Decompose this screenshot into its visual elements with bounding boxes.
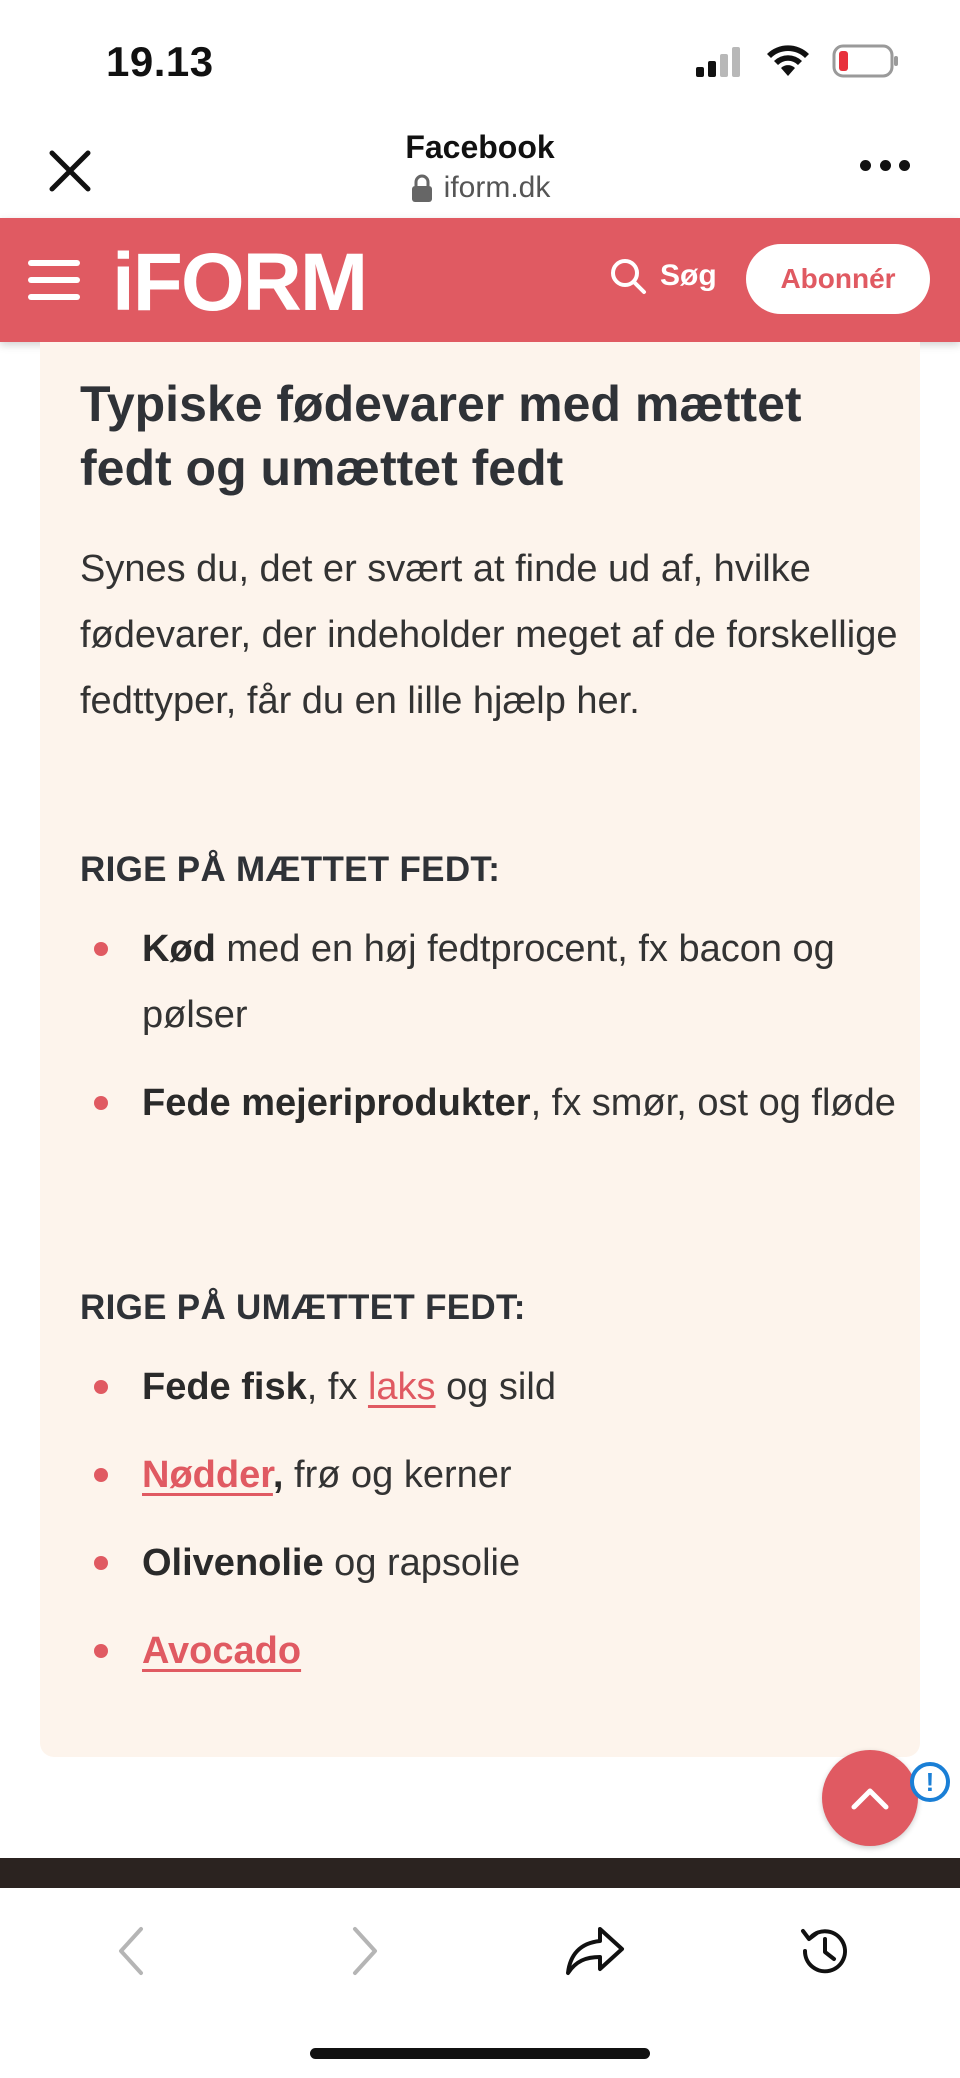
signal-icon <box>694 45 744 77</box>
subscribe-button[interactable]: Abonnér <box>746 244 930 314</box>
back-button[interactable] <box>96 1916 166 1986</box>
item-text: , fx smør, ost og fløde <box>530 1082 896 1124</box>
scroll-to-top-button[interactable] <box>822 1750 918 1846</box>
status-time: 19.13 <box>106 38 214 85</box>
browser-header <box>0 115 960 218</box>
link-nodder[interactable]: Nødder <box>142 1454 273 1496</box>
unsaturated-heading: RIGE PÅ UMÆTTET FEDT: <box>80 1288 526 1327</box>
unsaturated-list <box>80 1354 900 1684</box>
item-text: og rapsolie <box>323 1542 521 1584</box>
site-logo[interactable]: iFORM <box>112 237 367 328</box>
search-label: Søg <box>660 259 717 292</box>
fact-box-intro: Synes du, det er svært at finde ud af, hvilke fødevarer, der indeholder meget af de forskellige fedttyper, får du en lille hjælp her. <box>80 548 898 722</box>
browser-url <box>0 171 960 205</box>
list-item <box>80 1618 900 1684</box>
bullet <box>94 1096 108 1110</box>
search-icon <box>608 256 648 296</box>
saturated-list <box>80 916 900 1136</box>
fact-box-title: Typiske fødevarer med mættet fedt og umættet fedt <box>80 376 802 496</box>
back-icon <box>113 1925 149 1977</box>
list-item <box>80 1070 900 1136</box>
menu-icon[interactable] <box>28 260 80 300</box>
lock-icon <box>410 173 434 203</box>
browser-title: Facebook <box>405 129 555 165</box>
bullet <box>94 1644 108 1658</box>
list-item <box>80 1354 900 1420</box>
item-text: , fx <box>306 1366 368 1408</box>
menu-line <box>28 277 80 283</box>
bullet <box>94 1380 108 1394</box>
site-nav <box>0 218 960 342</box>
menu-line <box>28 294 80 300</box>
browser-toolbar <box>0 1888 960 2078</box>
bullet <box>94 1556 108 1570</box>
forward-icon <box>347 1925 383 1977</box>
forward-button[interactable] <box>330 1916 400 1986</box>
item-text: og sild <box>435 1366 556 1408</box>
list-item <box>80 916 900 1048</box>
link-avocado[interactable]: Avocado <box>142 1630 302 1672</box>
menu-line <box>28 260 80 266</box>
item-text: frø og kerner <box>283 1454 512 1496</box>
url-text: iform.dk <box>443 171 551 204</box>
saturated-heading: RIGE PÅ MÆTTET FEDT: <box>80 850 501 889</box>
battery-icon <box>832 44 900 78</box>
item-bold: Fede fisk <box>142 1366 307 1408</box>
bullet <box>94 942 108 956</box>
share-icon <box>564 1925 626 1977</box>
share-button[interactable] <box>560 1916 630 1986</box>
list-item <box>80 1530 900 1596</box>
more-dot <box>880 160 891 171</box>
list-item <box>80 1442 900 1508</box>
status-bar <box>0 0 960 115</box>
item-bold: Olivenolie <box>142 1542 324 1584</box>
history-button[interactable] <box>790 1916 860 1986</box>
history-icon <box>795 1921 855 1981</box>
status-icons <box>694 44 900 78</box>
more-dot <box>860 160 871 171</box>
search-button[interactable] <box>608 256 717 296</box>
item-bold: Fede mejeriprodukter <box>142 1082 531 1124</box>
fact-box <box>40 342 920 1757</box>
more-icon[interactable] <box>860 155 910 175</box>
link-laks[interactable]: laks <box>367 1366 436 1408</box>
item-bold: , <box>272 1454 284 1496</box>
chevron-up-icon <box>850 1785 890 1811</box>
item-bold: Kød <box>142 928 216 970</box>
more-dot <box>899 160 910 171</box>
bullet <box>94 1468 108 1482</box>
wifi-icon <box>766 44 810 78</box>
image-edge <box>0 1858 960 1888</box>
feedback-icon[interactable]: ! <box>910 1762 950 1802</box>
home-indicator <box>310 2048 650 2059</box>
item-text: med en høj fedtprocent, fx bacon og pølser <box>142 928 835 1036</box>
